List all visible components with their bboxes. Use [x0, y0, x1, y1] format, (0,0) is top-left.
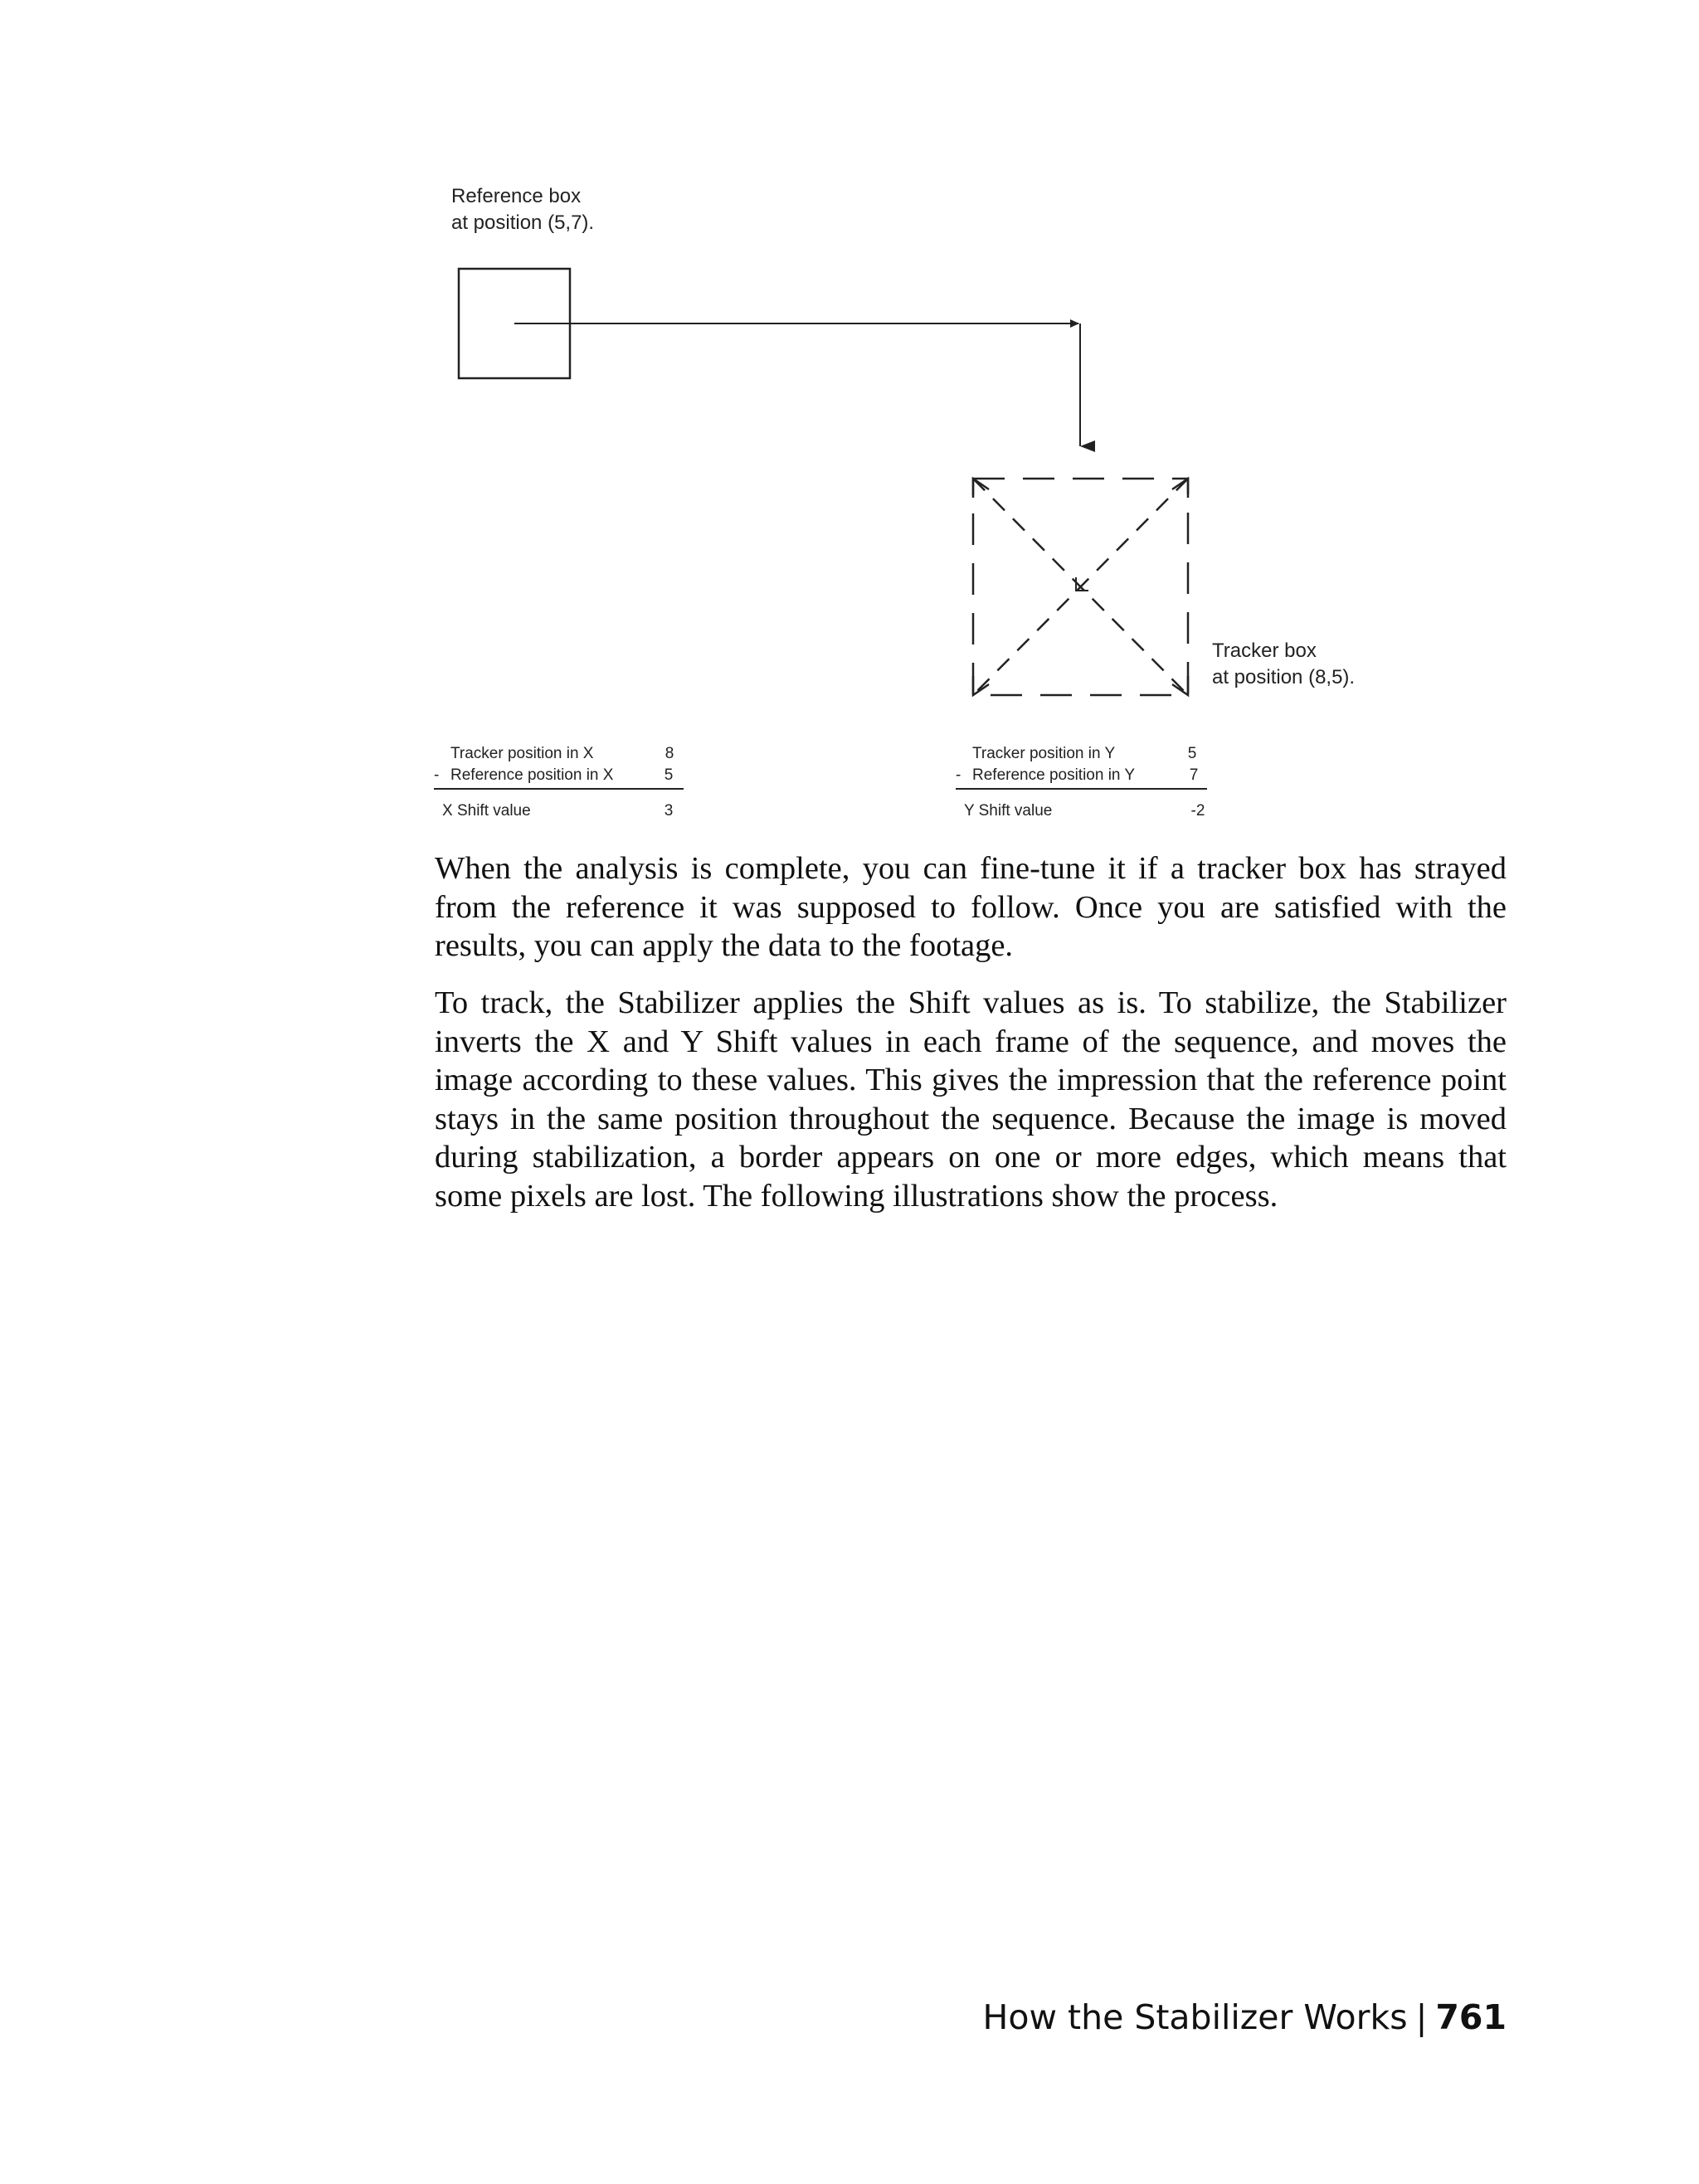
body-paragraph-1: When the analysis is complete, you can fine-tune it if a tracker box has strayed from the reference it was supposed to follow. Once you are satisfied with the results, you can apply the data to the footage.	[435, 851, 1507, 963]
y-calc-result-label: Y Shift value	[964, 802, 1053, 820]
footer-section-title: How the Stabilizer Works	[982, 1997, 1408, 2037]
y-calc-minus-sign: -	[956, 766, 961, 784]
x-calc-row1-value: 8	[665, 745, 674, 762]
footer-separator: |	[1415, 1997, 1428, 2037]
y-shift-calculation	[956, 745, 1207, 820]
x-calc-row2-label: Reference position in X	[450, 766, 614, 784]
x-calc-row1-label: Tracker position in X	[450, 745, 594, 762]
tracker-box	[973, 479, 1188, 695]
y-calc-result-value: -2	[1190, 802, 1205, 820]
page-number: 761	[1435, 1997, 1507, 2037]
page-footer	[983, 1997, 1507, 2037]
x-calc-result-label: X Shift value	[442, 802, 531, 820]
tracker-box-label-line2: at position (8,5).	[1212, 666, 1356, 688]
stabilizer-diagram	[0, 0, 1699, 838]
x-calc-result-value: 3	[664, 802, 674, 820]
body-paragraph-2: To track, the Stabilizer applies the Shift values as is. To stabilize, the Stabilizer inverts the X and Y Shift values in each frame of the sequence, and moves the image according to these values. This gives the impression that the reference point stays in the same position throughout the sequence. Because the image is moved during stabilization, a border appears on one or more edges, which means that some pixels are lost. The following illustrations show the process.	[435, 985, 1507, 1214]
reference-box-label-line2: at position (5,7).	[451, 212, 595, 234]
y-calc-row1-value: 5	[1187, 745, 1197, 762]
x-shift-calculation	[434, 745, 684, 820]
tracker-box-label-line1: Tracker box	[1212, 640, 1317, 662]
y-calc-row1-label: Tracker position in Y	[972, 745, 1116, 762]
reference-box-label-line1: Reference box	[451, 185, 582, 207]
y-calc-row2-value: 7	[1189, 766, 1199, 784]
x-calc-row2-value: 5	[664, 766, 674, 784]
x-calc-minus-sign: -	[434, 766, 440, 784]
y-calc-row2-label: Reference position in Y	[972, 766, 1136, 784]
